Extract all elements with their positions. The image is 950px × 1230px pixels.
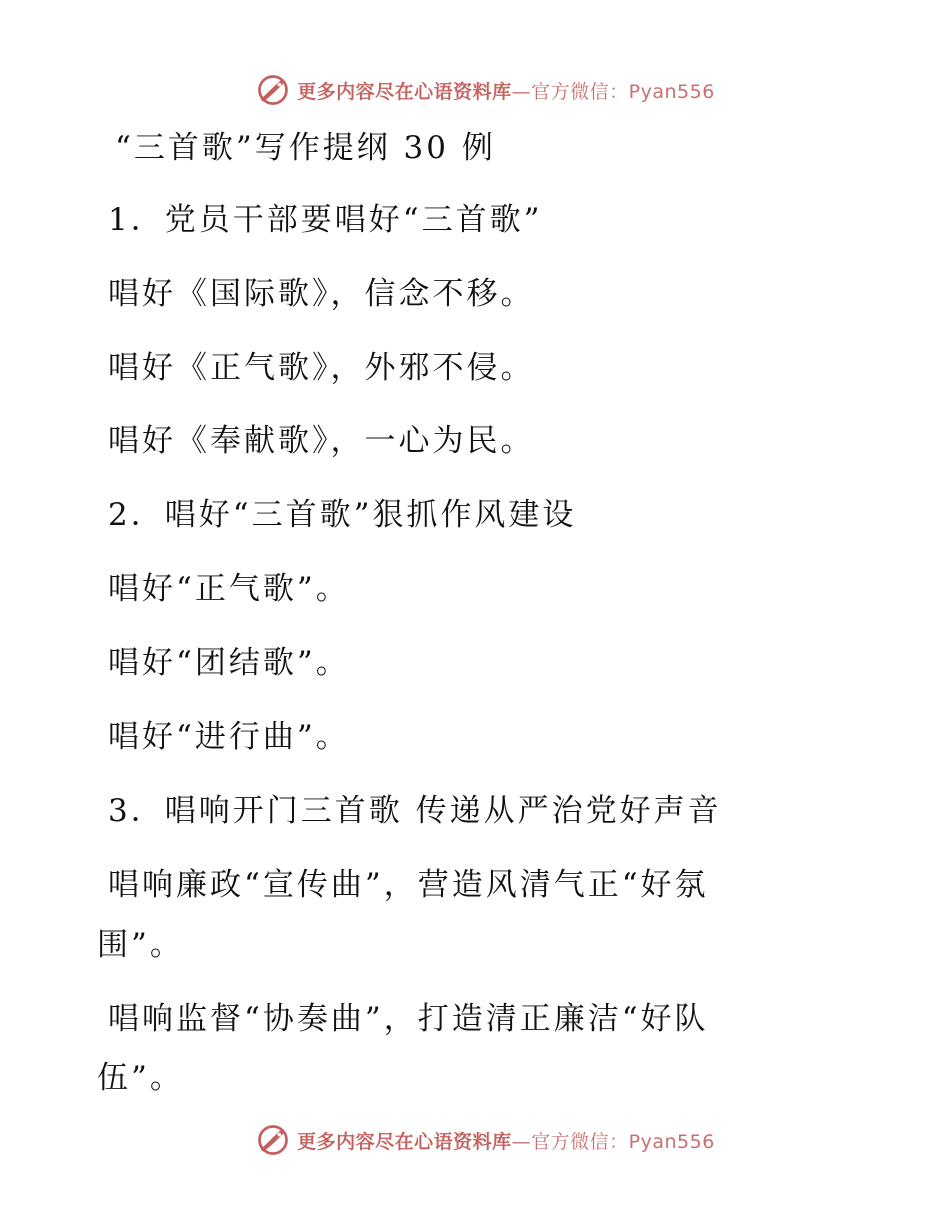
footer-watermark [0,1120,950,1160]
text-line: 唱好《奉献歌》，一心为民。 [108,423,535,459]
text-line-continuation: 伍”。 [97,1060,184,1096]
text-line: 唱好《正气歌》，外邪不侵。 [108,350,535,386]
watermark-text-bold: 更多内容尽在心语资料库 [297,80,512,103]
section-heading-1: 1．党员干部要唱好“三首歌” [108,202,543,238]
text-line: 唱响廉政“宣传曲”，营造风清气正“好氛 [108,867,709,903]
header-watermark [0,70,950,110]
pen-nib-logo-icon [255,1122,291,1158]
watermark-text-rest: —官方微信：Pyan556 [511,80,715,103]
watermark-text [297,77,715,104]
text-line: 唱好“进行曲”。 [108,719,350,755]
section-heading-3: 3．唱响开门三首歌 传递从严治党好声音 [108,793,722,829]
text-line: 唱响监督“协奏曲”，打造清正廉洁“好队 [108,1001,709,1037]
text-line: 唱好《国际歌》，信念不移。 [108,276,535,312]
text-line-continuation: 围”。 [97,927,184,963]
document-title: “三首歌”写作提纲 30 例 [115,130,496,166]
text-line: 唱好“团结歌”。 [108,645,350,681]
watermark-text [297,1127,715,1154]
pen-nib-logo-icon [255,72,291,108]
watermark-text-rest: —官方微信：Pyan556 [511,1130,715,1153]
watermark-group [255,72,715,108]
watermark-text-bold: 更多内容尽在心语资料库 [297,1130,512,1153]
section-heading-2: 2．唱好“三首歌”狠抓作风建设 [108,497,577,533]
text-line: 唱好“正气歌”。 [108,571,350,607]
watermark-group [255,1122,715,1158]
